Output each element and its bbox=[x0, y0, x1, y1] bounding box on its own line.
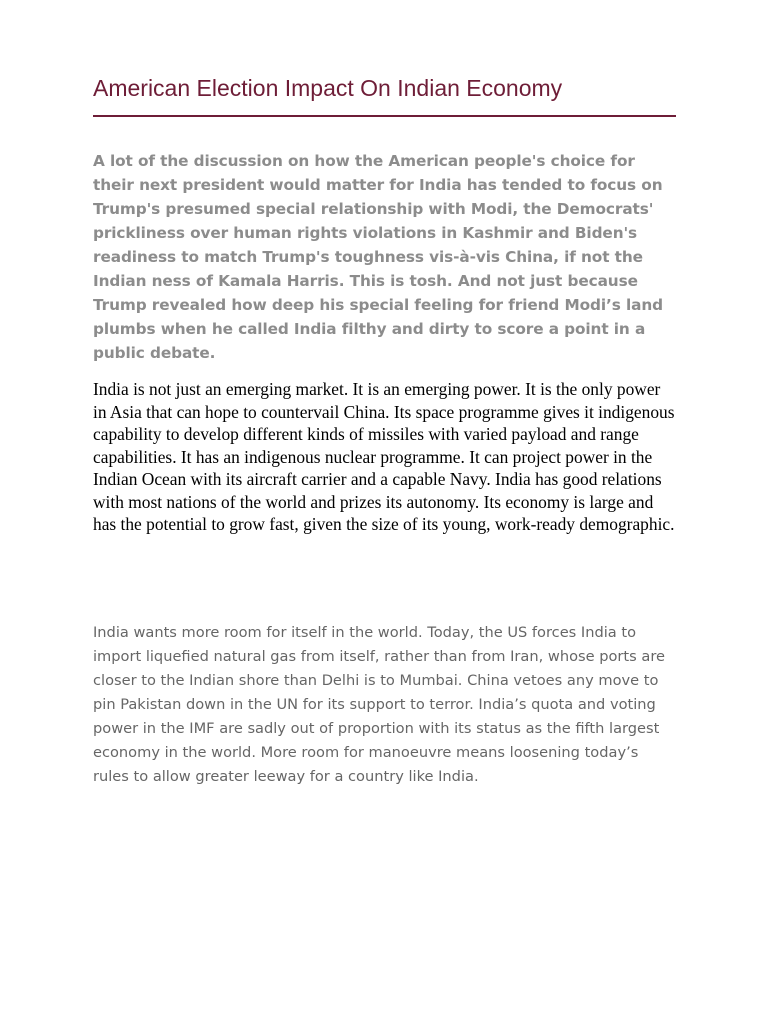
document-title: American Election Impact On Indian Economy bbox=[93, 75, 563, 101]
title-divider bbox=[93, 115, 676, 117]
paragraph-intro: A lot of the discussion on how the American people's choice for their next president would matter for India has tended to focus on Trump's presumed special relationship with Modi, the Democrats' prickliness over human rights violations in Kashmir and Biden's readiness to match Trump's toughness vis-à-vis China, if not the Indian ness of Kamala Harris. This is tosh. And not just because Trump revealed how deep his special feeling for friend Modi’s land plumbs when he called India filthy and dirty to score a point in a public debate. bbox=[93, 152, 663, 362]
paragraph-emerging-power: India is not just an emerging market. It is an emerging power. It is the only power in Asia that can hope to countervail China. Its space programme gives it indigenous capability to develop different kinds of missiles with varied payload and range capabilities. It has an indigenous nuclear programme. It can project power in the Indian Ocean with its aircraft carrier and a capable Navy. India has good relations with most nations of the world and prizes its autonomy. Its economy is large and has the potential to grow fast, given the size of its young, work-ready demographic. bbox=[93, 379, 675, 534]
paragraph-more-room: India wants more room for itself in the world. Today, the US forces India to import liquefied natural gas from itself, rather than from Iran, whose ports are closer to the Indian shore than Delhi is to Mumbai. China vetoes any move to pin Pakistan down in the UN for its support to terror. India’s quota and voting power in the IMF are sadly out of proportion with its status as the fifth largest economy in the world. More room for manoeuvre means loosening today’s rules to allow greater leeway for a country like India. bbox=[93, 624, 665, 785]
